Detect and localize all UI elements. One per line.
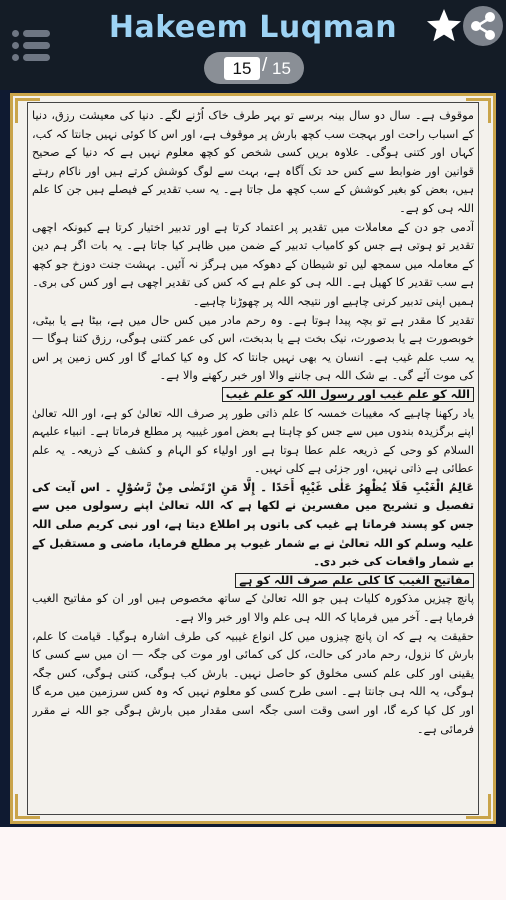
page-text-frame <box>27 102 479 815</box>
quran-verse: عَالِمُ الْغَيْبِ فَلَا يُظْهِرُ عَلٰى غَيْبِهٖ أَحَدًا ۔ إِلَّا مَنِ ارْتَضٰى مِنْ رَّسُوْلٍ ۔ اس آیت کی تفصیل و تشریح میں مفسرین نے لکھا ہے کہ اللہ تعالیٰ اپنے رسولوں میں سے جس کو پسند فرماتا ہے غیب کی باتوں پر اطلاع دیتا ہے، اور نبی کریم صلی اللہ علیہ وسلم کو اللہ تعالیٰ نے بے شمار غیوب پر مطلع فرمایا، ماضی و مستقبل کے بے شمار واقعات کی خبر دی۔ <box>32 480 474 569</box>
share-icon[interactable] <box>463 6 503 46</box>
paragraph: پانچ چیزیں مذکورہ کلیات ہیں جو اللہ تعالیٰ کے ساتھ مخصوص ہیں اور ان کو مفاتیح الغیب فرمایا ہے۔ آخر میں فرمایا کہ اللہ ہی علم والا اور خبر والا ہے۔ <box>32 592 474 625</box>
page-viewer[interactable] <box>0 90 506 827</box>
top-app-bar <box>0 0 506 90</box>
section-heading: مفاتیح الغیب کا کلی علم صرف اللہ کو ہے <box>235 573 474 588</box>
page-text <box>32 107 474 810</box>
star-icon[interactable] <box>424 6 464 46</box>
section-heading: اللہ کو علم غیب اور رسول اللہ کو علم غیب <box>222 387 474 402</box>
current-page-input[interactable]: 15 <box>224 57 260 80</box>
page-separator: / <box>262 55 268 76</box>
book-page <box>10 93 496 824</box>
paragraph: حقیقت یہ ہے کہ ان پانچ چیزوں میں کل انواع غیبیہ کی طرف اشارہ ہوگیا۔ قیامت کا علم، بارش کا نزول، رحم مادر کی حالت، کل کی کمائی اور موت کی جگہ — ان میں سے کسی کا یقینی اور کلی علم کسی مخلوق کو حاصل نہیں۔ بارش کب ہوگی، کتنی ہوگی، کس جگہ ہوگی، یہ اللہ ہی جانتا ہے۔ اسی طرح کسی کو معلوم نہیں کہ وہ کس سرزمین میں مرے گا اور کل کیا کرے گا، اور اسی وقت اسی جگہ اسی مقدار میں بارش ہوگی جو اللہ نے مقرر فرمائی ہے۔ <box>32 629 474 736</box>
paragraph: تقدیر کا مقدر ہے تو بچہ پیدا ہوتا ہے۔ وہ رحم مادر میں کس حال میں ہے، بیٹا ہے یا بیٹی، خوبصورت ہے یا بدصورت، نیک بخت ہے یا بدبخت، اس کی عمر کتنی ہوگی، رزق کتنا ہوگا — یہ سب علم غیب ہے۔ انسان یہ بھی نہیں جانتا کہ کل وہ کیا کمائے گا اور کس زمین پر اس کی موت آئے گی۔ بے شک اللہ ہی جاننے والا اور خبر رکھنے والا ہے۔ <box>32 313 474 383</box>
paragraph: موقوف ہے۔ سال دو سال بینہ برسے تو بہر طرف خاک اُڑنے لگے۔ دنیا کی معیشت رزق، دنیا کے اسباب راحت اور بہجت سب کچھ بارش پر موقوف ہے، اور اس کا کوئی نہیں جانتا کہ کب، کہاں اور کتنی ہوگی۔ علاوہ بریں کسی شخص کو کچھ معلوم نہیں ہے کہ دنیا کے صحیح قوانین اور ضوابط سے کس حد تک آگاہ ہے، بہت سے لوگ کوشش کرتے ہیں اور ناکام رہتے ہیں، بعض کو بغیر کوشش کے سب کچھ مل جاتا ہے۔ یہ سب تقدیر کے فیصلے ہیں جن کا علم اللہ ہی کو ہے۔ <box>32 109 474 215</box>
paragraph: آدمی جو دن کے معاملات میں تقدیر پر اعتماد کرتا ہے اور تدبیر اختیار کرتا ہے کیونکہ اچھی تقدیر تو ہوتی ہے جس کو کامیاب تدبیر کے ضمن میں ظاہر کیا جاتا ہے۔ یہ بات اگر ہم دین کے معاملہ میں سمجھ لیں تو شیطان کے دھوکہ میں ہرگز نہ آئیں۔ بہشت جنت دوزخ جو کچھ ہے سب تقدیر کا کھیل ہے۔ اللہ ہی کو علم ہے کہ کس کی تقدیر اچھی ہے اور کس کی بری۔ ہمیں اپنی تدبیر کرنی چاہیے اور نتیجہ اللہ پر چھوڑنا چاہیے۔ <box>32 220 474 308</box>
total-pages: 15 <box>272 59 291 78</box>
paragraph: یاد رکھنا چاہیے کہ مغیبات خمسہ کا علم ذاتی طور پر صرف اللہ تعالیٰ کو ہے، اور اللہ تعالیٰ اپنے برگزیدہ بندوں میں سے جس کو چاہتا ہے بعض امور غیبیہ پر مطلع فرماتا ہے۔ انبیاء علیہم السلام کو وحی کے ذریعہ علم عطا ہوتا ہے اور اولیاء کو الہام و کشف کے ذریعہ۔ یہ علم عطائی ہے ذاتی نہیں، اور جزئی ہے کلی نہیں۔ <box>32 406 474 476</box>
app-title: Hakeem Luqman <box>108 10 398 45</box>
page-indicator <box>204 52 304 84</box>
bottom-blank-area <box>0 827 506 900</box>
